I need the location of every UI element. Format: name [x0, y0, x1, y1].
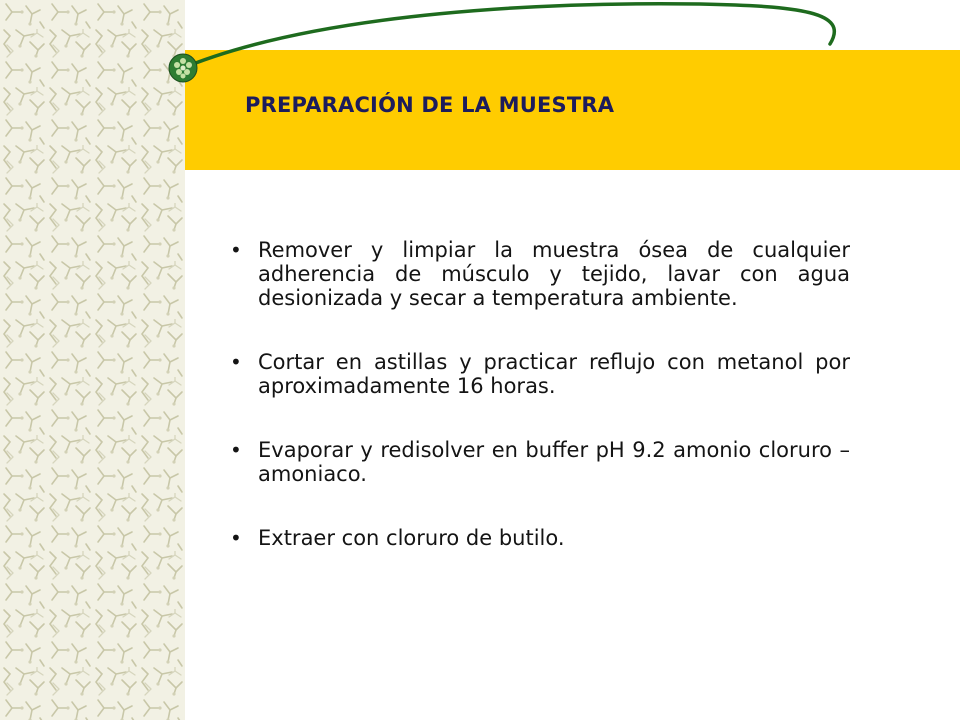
bullet-item: • Remover y limpiar la muestra ósea de cualquier adherencia de músculo y tejido, lavar con agua desionizada y secar a temperatura ambiente. — [230, 238, 850, 310]
bullet-item: • Evaporar y redisolver en buffer pH 9.2 amonio cloruro – amoniaco. — [230, 438, 850, 486]
bullet-list — [230, 238, 850, 590]
slide-title: PREPARACIÓN DE LA MUESTRA — [245, 93, 615, 117]
bullet-item: • Cortar en astillas y practicar reflujo con metanol por aproximadamente 16 horas. — [230, 350, 850, 398]
decorative-pattern-strip — [0, 0, 185, 720]
bullet-item: • Extraer con cloruro de butilo. — [230, 526, 850, 550]
molecular-pattern — [0, 0, 185, 720]
